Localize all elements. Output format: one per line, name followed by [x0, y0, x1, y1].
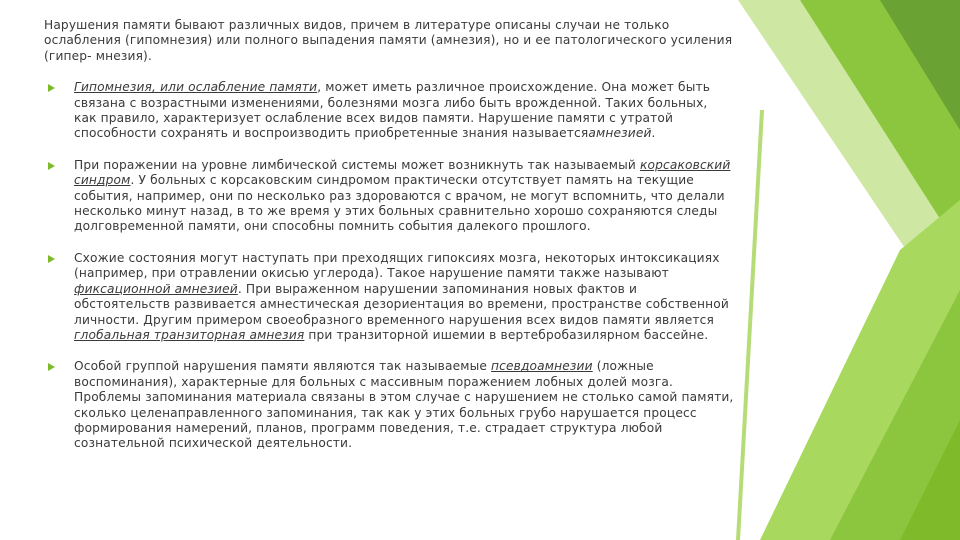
- bullet-arrow-icon: [48, 363, 55, 371]
- bullet-text-pre: Особой группой нарушения памяти являются так называемые: [74, 359, 492, 374]
- term-fixation-amnesia: фиксационной амнезией: [74, 281, 238, 296]
- bullet-arrow-icon: [48, 84, 55, 92]
- bullet-text-mid: . При выраженном нарушении запоминания новых фактов и обстоятельств развивается амнестическая дезориентация во времени, пространстве собственной личности. Другим примером своеобразного временного нарушения всех видов памяти является: [74, 281, 729, 327]
- intro-paragraph: Нарушения памяти бывают различных видов, причем в литературе описаны случаи не только ослабления (гипомнезия) или полного выпадения памяти (амнезия), но и ее патологического усиления (гипер- мнезия).: [44, 18, 733, 63]
- term-korsakoff-syndrome: корсаковский синдром: [74, 157, 731, 188]
- bullet-item-hypomnesia: [44, 80, 734, 142]
- bullet-tail: .: [651, 126, 656, 141]
- bullet-arrow-icon: [48, 162, 55, 170]
- bullet-arrow-icon: [48, 255, 55, 263]
- green-thin-line-left: [736, 110, 764, 540]
- term-hypomnesia: Гипомнезия, или ослабление памяти: [74, 80, 318, 95]
- slide-content: [44, 18, 734, 468]
- bullet-text-pre: Схожие состояния могут наступать при преходящих гипоксиях мозга, некоторых интоксикациях (например, при отравлении окисью углерода). Такое нарушение памяти также называют: [74, 250, 720, 281]
- bullet-text: при транзиторной ишемии в вертебробазилярном бассейне.: [304, 327, 709, 342]
- bullet-text: (ложные воспоминания), характерные для больных с массивным поражением лобных долей мозга. Проблемы запоминания материала связаны в этом случае с нарушением не столько самой памяти, сколько целенаправленного запоминания, так как у этих больных грубо нарушается процесс формирования намерений, планов, программ поведения, т.е. страдает структура любой сознательной психической деятельности.: [74, 359, 734, 451]
- term-global-transient-amnesia: глобальная транзиторная амнезия: [74, 327, 305, 342]
- bullet-text: , может иметь различное происхождение. Она может быть связана с возрастными изменениями, болезнями мозга либо быть врожденной. Таких больных, как правило, характеризует ослабление всех видов памяти. Нарушение памяти с утратой способности сохранять и воспроизводить приобретенные знания называется: [74, 80, 711, 141]
- bullet-text: . У больных с корсаковским синдромом практически отсутствует память на текущие события, например, они по несколько раз здороваются с врачом, не могут вспомнить, что делали несколько минут назад, в то же время у этих больных сравнительно хорошо сохраняются следы долговременной памяти, они способны помнить события далекого прошлого.: [74, 173, 725, 234]
- bullet-item-korsakoff: [44, 158, 734, 235]
- term-pseudoamnesia: псевдоамнезии: [491, 359, 593, 374]
- bullet-item-pseudoamnesia: [44, 359, 734, 451]
- term-amnesia: амнезией: [588, 126, 652, 141]
- bullet-item-fixation-amnesia: [44, 251, 734, 343]
- bullet-text-pre: При поражении на уровне лимбической системы может возникнуть так называемый: [74, 157, 641, 172]
